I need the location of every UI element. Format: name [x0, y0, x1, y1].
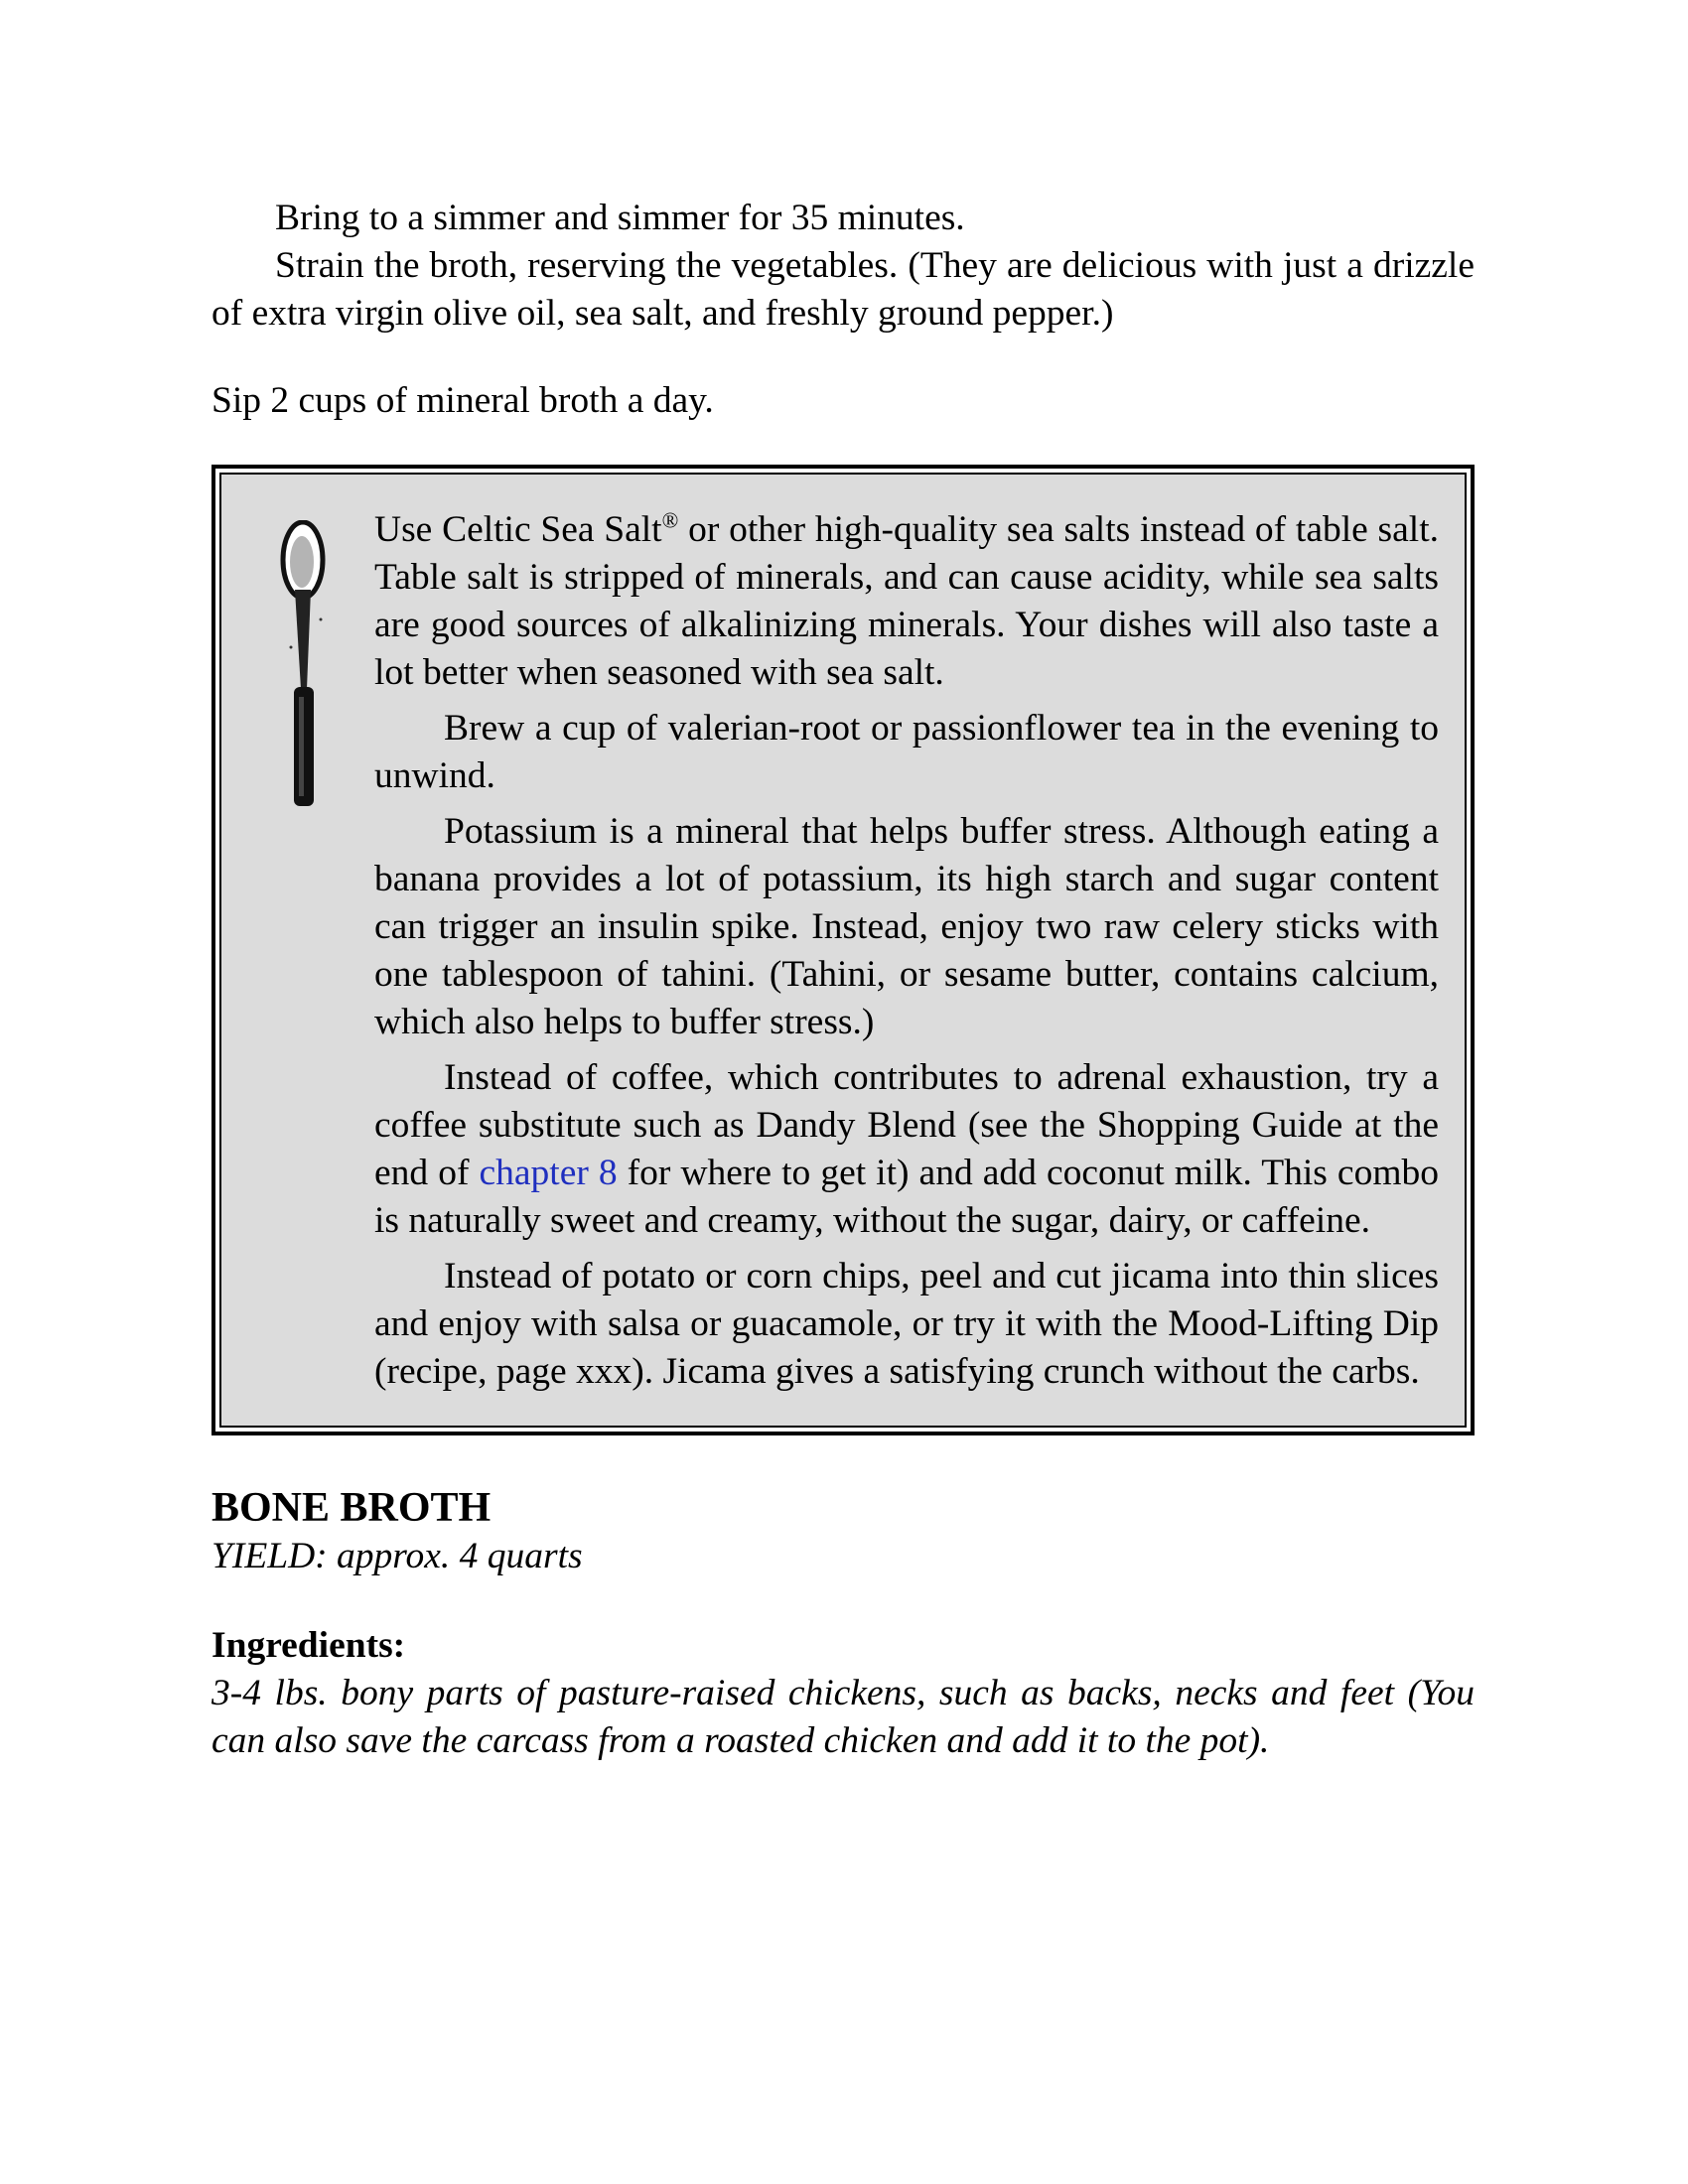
recipe-yield: YIELD: approx. 4 quarts — [211, 1536, 583, 1576]
sip-paragraph: Sip 2 cups of mineral broth a day. — [211, 380, 714, 421]
tips-box-inner — [219, 473, 1467, 1428]
tip-potassium: Potassium is a mineral that helps buffer stress. Although eating a banana provides a lot of potassium, its high starch and sugar content can trigger an insulin spike. Instead, enjoy two raw celery sticks with one tablespoon of tahini. (Tahini, or sesame butter, contains calcium, which also helps to buffer stress.) — [374, 811, 1439, 1042]
tip-sea-salt-text: Use Celtic Sea Salt — [374, 509, 662, 550]
tip-coffee-text-rest: for where to get it) and add coconut milk. This combo is naturally sweet and creamy, without the sugar, dairy, or caffeine. — [374, 1153, 1439, 1241]
recipe-title: BONE BROTH — [211, 1485, 492, 1531]
tip-sea-salt — [374, 506, 1439, 697]
ingredient-item: 3-4 lbs. bony parts of pasture-raised chickens, such as backs, necks and feet (You can also save the carcass from a roasted chicken and add it to the pot). — [211, 1673, 1475, 1761]
tip-coffee — [374, 1054, 1439, 1245]
strain-paragraph: Strain the broth, reserving the vegetables. (They are delicious with just a drizzle of extra virgin olive oil, sea salt, and freshly ground pepper.) — [211, 245, 1475, 334]
ingredients-heading: Ingredients: — [211, 1625, 406, 1666]
tip-jicama: Instead of potato or corn chips, peel and cut jicama into thin slices and enjoy with salsa or guacamole, or try it with the Mood-Lifting Dip (recipe, page xxx). Jicama gives a satisfying crunch without the carbs. — [374, 1256, 1439, 1392]
simmer-paragraph: Bring to a simmer and simmer for 35 minutes. — [275, 198, 965, 238]
spacer — [211, 338, 1475, 377]
tips-box — [211, 465, 1475, 1435]
tip-sea-salt-text-rest: or other high-quality sea salts instead of table salt. Table salt is stripped of minerals, and can cause acidity, while sea salts are good sources of alkalinizing minerals. Your dishes will also taste a lot better when seasoned with sea salt. — [374, 509, 1439, 693]
tip-tea: Brew a cup of valerian-root or passionflower tea in the evening to unwind. — [374, 708, 1439, 796]
chapter-8-link[interactable]: chapter 8 — [479, 1153, 618, 1193]
document-page — [211, 195, 1475, 1765]
tip-coffee-text: Instead of coffee, which contributes to adrenal exhaustion, try a coffee substitute such as Dandy Blend (see the Shopping Guide at the end of — [374, 1057, 1439, 1193]
registered-mark: ® — [661, 507, 679, 533]
spoon-icon — [279, 520, 335, 808]
